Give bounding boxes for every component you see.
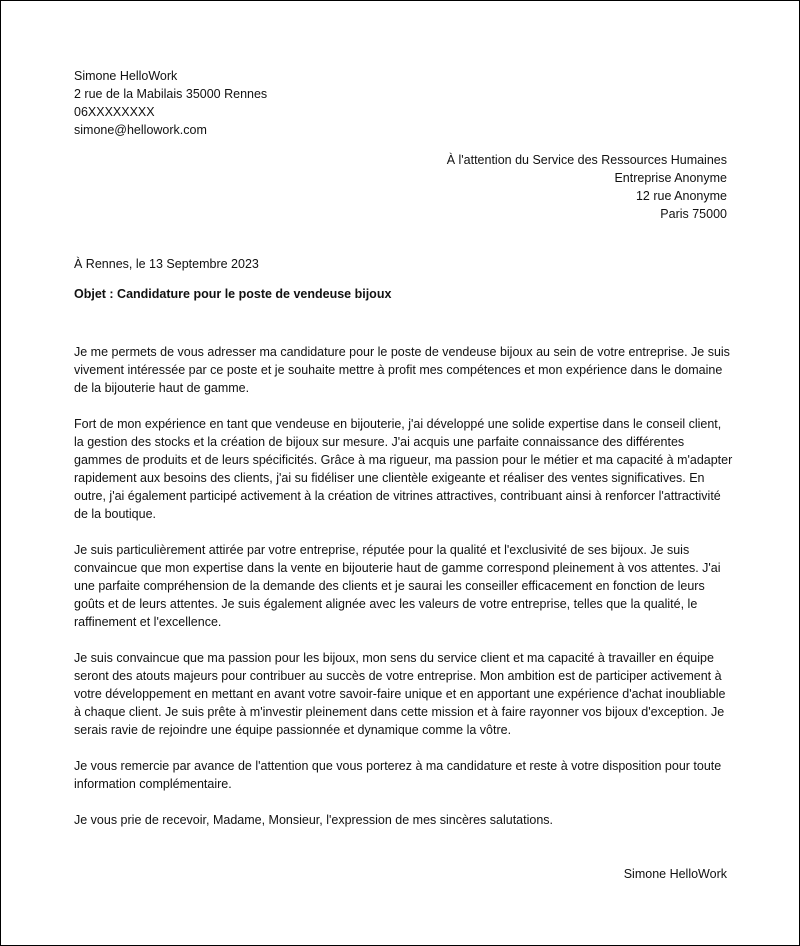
body-paragraph: Je suis convaincue que ma passion pour les bijoux, mon sens du service client et ma capacité à travailler en équipe seront des atouts majeurs pour contribuer au succès de votre entreprise. Mon ambition est de participer activement à votre développement en mettant en avant votre savoir-faire unique et en apportant une expérience d'achat inoubliable à chaque client. Je suis prête à m'investir pleinement dans cette mission et à faire rayonner vos bijoux d'exception. Je serais ravie de rejoindre une équipe passionnée et dynamique comme la vôtre. — [74, 651, 726, 737]
body-paragraph: Fort de mon expérience en tant que vendeuse en bijouterie, j'ai développé une solide expertise dans le conseil client, la gestion des stocks et la création de bijoux sur mesure. J'ai acquis une parfaite connaissance des différentes gammes de produits et de leurs spécificités. Grâce à ma rigueur, ma passion pour le métier et ma capacité à m'adapter rapidement aux besoins des clients, j'ai su fidéliser une clientèle exigeante et réaliser des ventes significatives. En outre, j'ai également participé activement à la création de vitrines attractives, contribuant ainsi à renforcer l'attractivité de la boutique. — [74, 417, 733, 521]
letter-body — [74, 343, 734, 847]
recipient-street: 12 rue Anonyme — [635, 189, 727, 203]
sender-block — [74, 67, 267, 139]
sender-email: simone@hellowork.com — [74, 123, 207, 137]
recipient-attention: À l'attention du Service des Ressources Humaines — [446, 153, 727, 167]
sender-address: 2 rue de la Mabilais 35000 Rennes — [74, 87, 268, 101]
body-paragraph: Je vous remercie par avance de l'attention que vous porterez à ma candidature et reste à votre disposition pour toute information complémentaire. — [74, 759, 722, 791]
recipient-block — [447, 151, 727, 223]
recipient-company: Entreprise Anonyme — [614, 171, 727, 185]
letter-date: À Rennes, le 13 Septembre 2023 — [74, 257, 259, 271]
recipient-city: Paris 75000 — [660, 207, 727, 221]
closing-paragraph: Je vous prie de recevoir, Madame, Monsieur, l'expression de mes sincères salutations. — [74, 813, 554, 827]
sender-phone: 06XXXXXXXX — [74, 105, 155, 119]
sender-name: Simone HelloWork — [74, 69, 178, 83]
letter-subject: Objet : Candidature pour le poste de vendeuse bijoux — [74, 287, 392, 301]
body-paragraph: Je suis particulièrement attirée par votre entreprise, réputée pour la qualité et l'exclusivité de ses bijoux. Je suis convaincue que mon expertise dans la vente en bijouterie haut de gamme correspond pleinement à vos attentes. J'ai une parfaite compréhension de la demande des clients et je saurai les conseiller efficacement en fonction de leurs goûts et de leurs attentes. Je suis également alignée avec les valeurs de votre entreprise, telles que la qualité, le raffinement et l'excellence. — [74, 543, 721, 629]
body-paragraph: Je me permets de vous adresser ma candidature pour le poste de vendeuse bijoux au sein de votre entreprise. Je suis vivement intéressée par ce poste et je souhaite mettre à profit mes compétences et mon expérience dans le domaine de la bijouterie haut de gamme. — [74, 345, 730, 395]
signature: Simone HelloWork — [623, 867, 727, 881]
